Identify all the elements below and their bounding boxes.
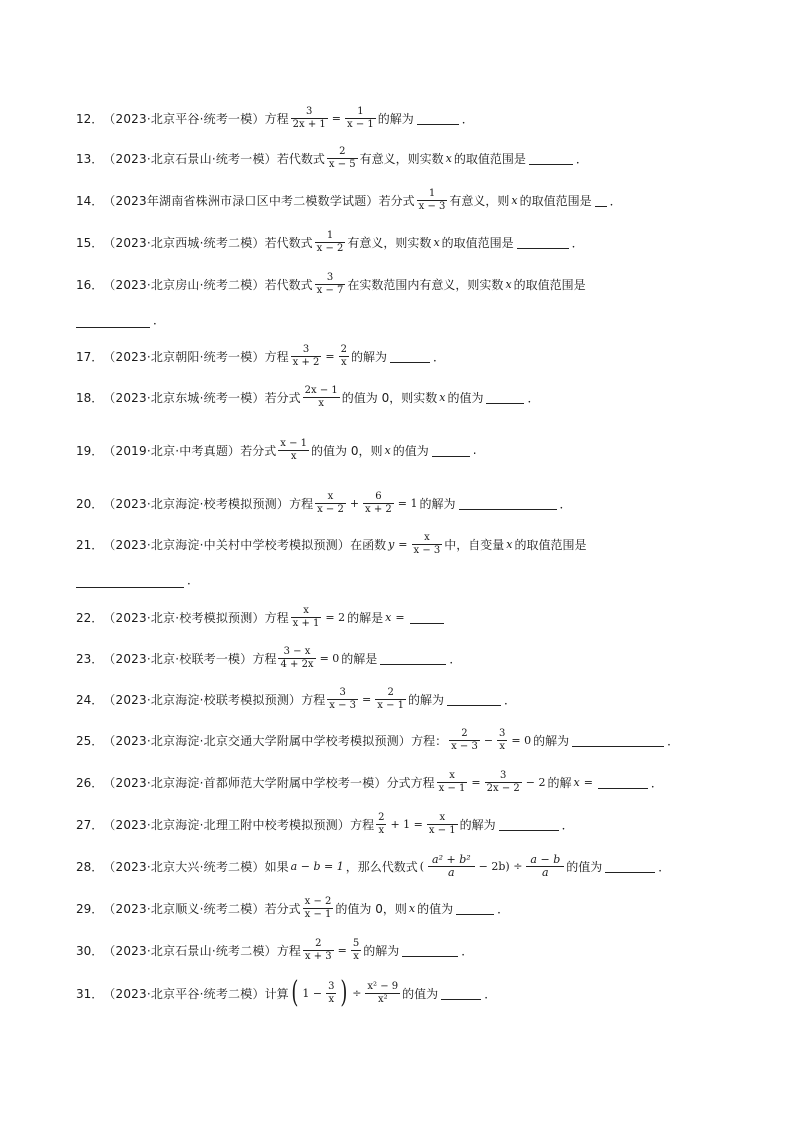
question-text: 的解为	[351, 349, 388, 364]
numerator: 2	[339, 145, 346, 157]
operator: = 2	[325, 610, 346, 624]
period: ．	[187, 573, 200, 587]
question-text: 在实数范围内有意义，则实数	[347, 277, 504, 292]
question-text: 若代数式	[264, 277, 313, 292]
answer-blank[interactable]	[456, 902, 494, 915]
question-21-continuation	[76, 568, 199, 588]
numerator: 3	[500, 769, 507, 781]
fraction	[449, 728, 480, 753]
question-source: （2023·北京·校联考一模）	[103, 651, 253, 666]
numerator: 2	[378, 811, 385, 823]
operator: =	[398, 537, 408, 551]
operator: =	[337, 943, 347, 957]
question-text: 若代数式	[276, 151, 325, 166]
denominator: x − 3	[413, 544, 441, 556]
question-14	[76, 180, 622, 220]
period: ．	[667, 733, 680, 748]
fraction	[526, 854, 564, 879]
question-text: 的取值范围是	[514, 537, 587, 552]
question-source: （2023·北京平谷·统考二模）	[103, 986, 265, 1001]
operator: +	[349, 496, 360, 510]
variable: x	[445, 151, 452, 165]
question-source: （2023·北京·校考模拟预测）	[103, 610, 265, 625]
fraction	[365, 981, 400, 1006]
numerator: a − b	[530, 852, 561, 866]
question-number: 14．	[76, 193, 104, 208]
question-number: 31．	[76, 986, 104, 1001]
fraction	[339, 344, 349, 369]
answer-blank[interactable]	[572, 734, 664, 747]
period: ．	[650, 775, 663, 790]
numerator: 1	[357, 105, 364, 117]
denominator: x − 2	[316, 242, 344, 254]
question-16	[76, 264, 586, 304]
answer-blank[interactable]	[499, 818, 559, 831]
question-number: 20．	[76, 496, 104, 511]
open-paren: (	[291, 975, 299, 1010]
denominator: x	[353, 950, 359, 962]
denominator: x + 1	[292, 617, 320, 629]
numerator: x − 2	[304, 895, 332, 907]
denominator: x − 3	[418, 200, 446, 212]
answer-blank[interactable]	[390, 350, 430, 363]
numerator: 3	[499, 727, 506, 739]
fraction	[351, 938, 361, 963]
fraction	[327, 146, 358, 171]
answer-blank[interactable]	[486, 391, 524, 404]
fraction	[303, 938, 334, 963]
numerator: 3	[302, 343, 310, 355]
question-text: 的值为	[566, 859, 603, 874]
operator: =	[362, 692, 372, 706]
question-text: 的解为	[419, 496, 456, 511]
numerator: 5	[352, 937, 360, 949]
question-25	[76, 720, 679, 760]
denominator: x²	[377, 993, 388, 1005]
question-number: 18．	[76, 390, 104, 405]
question-text: 的取值范围是	[519, 193, 592, 208]
denominator: x	[378, 824, 385, 836]
question-text: 在函数	[350, 537, 387, 552]
question-source: （2023·北京朝阳·统考一模）	[103, 349, 265, 364]
numerator: x	[424, 531, 430, 543]
question-15	[76, 222, 584, 262]
numerator: 2	[461, 727, 468, 739]
fraction	[291, 605, 322, 630]
question-24	[76, 679, 516, 719]
fraction	[412, 532, 443, 557]
operator: −	[483, 733, 494, 747]
question-source: （2023·北京东城·统考一模）	[103, 390, 265, 405]
operator: 1 −	[302, 986, 323, 1000]
denominator: x − 1	[428, 824, 456, 836]
question-source: （2023·北京石景山·统考一模）	[103, 151, 277, 166]
fraction	[376, 812, 386, 837]
question-22	[76, 597, 447, 637]
variable: y	[388, 537, 395, 551]
denominator: x − 1	[377, 699, 404, 711]
operator: ÷	[352, 986, 362, 1000]
question-number: 24．	[76, 692, 104, 707]
question-source: （2023·北京海淀·北京交通大学附属中学校考模拟预测）	[103, 733, 412, 748]
question-number: 23．	[76, 651, 104, 666]
denominator: x − 1	[347, 118, 374, 130]
question-text: 分式方程	[386, 775, 435, 790]
numerator: 2	[387, 686, 394, 698]
fraction	[417, 188, 448, 213]
fraction	[315, 491, 346, 516]
operator: =	[471, 775, 481, 789]
period: ．	[484, 986, 497, 1001]
period: ．	[559, 496, 572, 511]
denominator: x + 2	[292, 356, 320, 368]
answer-blank[interactable]	[517, 236, 569, 249]
operator: = 0	[511, 733, 532, 747]
answer-blank[interactable]	[410, 611, 444, 624]
question-text: 有意义，则实数	[347, 235, 432, 250]
period: ．	[449, 651, 462, 666]
numerator: 3 − x	[283, 645, 311, 657]
denominator: x − 3	[329, 699, 357, 711]
answer-blank[interactable]	[441, 987, 481, 1000]
question-text: 中，自变量	[444, 537, 505, 552]
question-source: （2023·北京大兴·统考二模）	[103, 859, 265, 874]
question-source: （2019·北京·中考真题）	[103, 443, 241, 458]
question-21	[76, 524, 587, 564]
question-text: 方程	[276, 943, 301, 958]
answer-blank[interactable]	[432, 444, 470, 457]
denominator: a	[448, 865, 455, 879]
question-number: 22．	[76, 610, 104, 625]
question-text: 有意义，则	[449, 193, 510, 208]
operator: − 2	[525, 775, 546, 789]
denominator: x − 2	[317, 503, 344, 515]
period: ．	[433, 349, 446, 364]
variable: x	[505, 277, 512, 291]
period: ．	[609, 193, 622, 208]
question-12	[76, 98, 474, 138]
fraction	[485, 770, 522, 795]
question-23	[76, 638, 461, 678]
question-source: （2023·北京石景山·统考二模）	[103, 943, 277, 958]
question-number: 19．	[76, 443, 104, 458]
period: ．	[153, 313, 166, 327]
question-number: 13．	[76, 151, 104, 166]
question-number: 17．	[76, 349, 104, 364]
question-text: 若分式	[240, 443, 277, 458]
numerator: 2	[340, 343, 348, 355]
question-27	[76, 804, 574, 844]
question-source: （2023年湖南省株洲市渌口区中考二模数学试题）	[103, 193, 379, 208]
question-19	[76, 430, 477, 470]
numerator: 3	[326, 271, 334, 283]
answer-blank[interactable]	[595, 194, 607, 207]
question-text: 方程	[350, 817, 375, 832]
operator: = 0	[319, 651, 340, 665]
period: ．	[461, 943, 474, 958]
denominator: a	[542, 865, 549, 879]
fraction	[345, 106, 376, 131]
denominator: x	[318, 397, 325, 409]
question-number: 21．	[76, 537, 104, 552]
denominator: x − 5	[328, 158, 356, 170]
answer-blank[interactable]	[76, 575, 184, 588]
numerator: 1	[428, 187, 436, 199]
numerator: 2	[315, 937, 322, 949]
fraction	[427, 812, 458, 837]
period: ．	[571, 235, 584, 250]
fraction	[375, 687, 406, 712]
variable: x	[384, 443, 391, 457]
fraction	[278, 646, 315, 671]
operator: =	[395, 610, 405, 624]
operator: =	[583, 775, 593, 789]
operator: =	[325, 349, 335, 363]
question-text: 若代数式	[264, 235, 313, 250]
question-text: 的解	[547, 775, 572, 790]
fraction	[363, 491, 394, 516]
variable: x	[439, 390, 446, 404]
question-number: 15．	[76, 235, 104, 250]
numerator: 3	[306, 105, 313, 117]
question-28	[76, 846, 670, 886]
answer-blank[interactable]	[598, 776, 648, 789]
numerator: x	[327, 490, 334, 502]
question-text: 的值为	[392, 443, 429, 458]
variable: x	[408, 901, 416, 915]
question-text: 的取值范围是	[513, 277, 586, 292]
operator: − 2b) ÷	[478, 859, 523, 873]
numerator: x	[439, 811, 446, 823]
variable: x	[433, 235, 440, 249]
fraction	[303, 385, 340, 410]
fraction	[291, 344, 322, 369]
denominator: 2x − 2	[486, 782, 520, 794]
denominator: x + 2	[365, 503, 392, 515]
question-text: 方程	[264, 349, 289, 364]
variable: x	[573, 775, 580, 789]
denominator: x − 3	[451, 740, 478, 752]
fraction	[315, 230, 346, 255]
question-text: 方程	[301, 692, 326, 707]
numerator: 3	[339, 686, 346, 698]
question-text: 的解是	[347, 610, 384, 625]
numerator: x	[449, 769, 455, 781]
question-text: 若分式	[378, 193, 415, 208]
question-number: 30．	[76, 943, 104, 958]
answer-blank[interactable]	[76, 315, 150, 328]
question-text: 的值为 0，则	[335, 901, 407, 916]
question-source: （2023·北京平谷·统考一模）	[103, 111, 265, 126]
period: .	[472, 443, 477, 457]
question-text: 的解为	[459, 817, 496, 832]
question-source: （2023·北京海淀·中关村中学校考模拟预测）	[103, 537, 351, 552]
answer-blank[interactable]	[417, 112, 459, 125]
numerator: x	[303, 604, 309, 616]
period: ．	[527, 390, 540, 405]
question-text: 的解为	[377, 111, 414, 126]
question-16-continuation	[76, 308, 165, 328]
answer-blank[interactable]	[459, 497, 557, 510]
answer-blank[interactable]	[380, 652, 446, 665]
question-text: 方程	[264, 111, 289, 126]
numerator: 3	[328, 980, 335, 992]
numerator: 1	[326, 229, 334, 241]
variable: x	[506, 537, 513, 551]
question-text: 若分式	[264, 901, 301, 916]
numerator: 2x − 1	[304, 384, 338, 396]
question-text: 方程：	[411, 733, 448, 748]
operator: + 1 =	[390, 817, 423, 831]
operator: = 1	[397, 496, 418, 510]
question-text: ，那么代数式	[345, 859, 418, 874]
question-source: （2023·北京海淀·北理工附中校考模拟预测）	[103, 817, 351, 832]
denominator: x	[499, 740, 506, 752]
answer-blank[interactable]	[447, 693, 501, 706]
close-paren: )	[340, 975, 348, 1010]
question-number: 12．	[76, 111, 104, 126]
denominator: x − 7	[316, 284, 344, 296]
question-text: 的解为	[408, 692, 445, 707]
denominator: x	[290, 450, 297, 462]
question-text: 的解为	[533, 733, 570, 748]
denominator: x − 1	[438, 782, 466, 794]
fraction	[315, 272, 346, 297]
question-text: 的值为	[402, 986, 439, 1001]
fraction	[327, 687, 358, 712]
question-source: （2023·北京海淀·首都师范大学附属中学校考一模）	[103, 775, 387, 790]
open-paren: (	[419, 859, 425, 873]
question-number: 16．	[76, 277, 104, 292]
fraction	[428, 854, 475, 879]
question-text: 的取值范围是	[441, 235, 514, 250]
question-number: 28．	[76, 859, 104, 874]
question-30	[76, 930, 473, 970]
numerator: a² + b²	[432, 852, 471, 866]
question-source: （2023·北京海淀·校联考模拟预测）	[103, 692, 302, 707]
fraction	[303, 896, 334, 921]
question-18	[76, 377, 539, 417]
period: ．	[658, 859, 671, 874]
question-text: 如果	[264, 859, 289, 874]
question-text: 的值为 0，则	[311, 443, 383, 458]
denominator: x + 3	[304, 950, 332, 962]
question-source: （2023·北京顺义·统考二模）	[103, 901, 265, 916]
denominator: 2x + 1	[292, 118, 326, 130]
question-29	[76, 888, 509, 928]
denominator: x − 1	[304, 908, 332, 920]
question-text: 的值为	[417, 901, 454, 916]
fraction	[497, 728, 507, 753]
question-number: 25．	[76, 733, 104, 748]
period: ．	[504, 692, 517, 707]
question-source: （2023·北京海淀·校考模拟预测）	[103, 496, 290, 511]
answer-blank[interactable]	[402, 944, 458, 957]
denominator: 4 + 2x	[280, 658, 314, 670]
question-source: （2023·北京房山·统考二模）	[103, 277, 265, 292]
question-text: 的值为	[447, 390, 484, 405]
question-source: （2023·北京西城·统考二模）	[103, 235, 265, 250]
fraction	[437, 770, 468, 795]
fraction	[278, 438, 309, 463]
question-13	[76, 138, 588, 178]
question-text: 方程	[264, 610, 289, 625]
question-31	[76, 973, 496, 1013]
period: ．	[497, 901, 510, 916]
fraction	[326, 981, 336, 1006]
question-text: 的值为 0，则实数	[341, 390, 438, 405]
question-text: 的取值范围是	[453, 151, 526, 166]
question-26	[76, 762, 663, 802]
question-text: 的解为	[363, 943, 400, 958]
variable: x	[385, 610, 392, 624]
question-text: 计算	[264, 986, 289, 1001]
question-text: 有意义，则实数	[359, 151, 444, 166]
fraction	[291, 106, 328, 131]
question-text: 方程	[252, 651, 277, 666]
condition-expression: a − b = 1	[290, 859, 344, 873]
question-number: 26．	[76, 775, 104, 790]
numerator: x − 1	[280, 437, 308, 449]
denominator: x	[341, 356, 347, 368]
question-20	[76, 483, 572, 523]
variable: x	[511, 193, 518, 207]
question-number: 29．	[76, 901, 104, 916]
numerator: 6	[375, 490, 382, 502]
denominator: x	[328, 993, 335, 1005]
period: ．	[561, 817, 574, 832]
operator: =	[331, 111, 341, 125]
numerator: x² − 9	[367, 980, 399, 992]
question-text: 方程	[289, 496, 314, 511]
answer-blank[interactable]	[529, 152, 573, 165]
period: ．	[461, 111, 474, 126]
question-number: 27．	[76, 817, 104, 832]
question-17	[76, 336, 445, 376]
answer-blank[interactable]	[605, 860, 655, 873]
question-text: 的解是	[341, 651, 378, 666]
question-text: 若分式	[264, 390, 301, 405]
period: ．	[575, 151, 588, 166]
